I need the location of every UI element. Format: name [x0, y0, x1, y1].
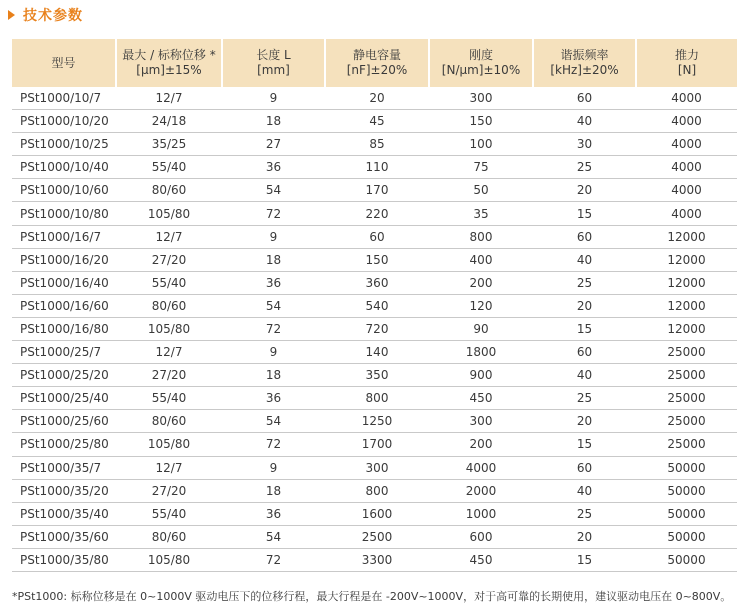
- table-row: [12, 387, 737, 410]
- model-cell: PSt1000/35/20: [12, 479, 116, 502]
- value-cell: 350: [325, 364, 429, 387]
- value-cell: 27/20: [116, 479, 222, 502]
- value-cell: 54: [222, 410, 325, 433]
- triangle-bullet-icon: [8, 10, 15, 20]
- value-cell: 25000: [636, 387, 737, 410]
- column-header-unit: [µm]±15%: [136, 63, 202, 77]
- table-row: [12, 364, 737, 387]
- value-cell: 40: [533, 110, 636, 133]
- value-cell: 80/60: [116, 179, 222, 202]
- value-cell: 140: [325, 341, 429, 364]
- value-cell: 25000: [636, 364, 737, 387]
- value-cell: 36: [222, 502, 325, 525]
- model-cell: PSt1000/16/20: [12, 248, 116, 271]
- value-cell: 110: [325, 156, 429, 179]
- column-header: [222, 39, 325, 87]
- model-cell: PSt1000/35/40: [12, 502, 116, 525]
- table-row: [12, 133, 737, 156]
- table-body: [12, 87, 737, 571]
- table-row: [12, 502, 737, 525]
- value-cell: 72: [222, 202, 325, 225]
- value-cell: 300: [325, 456, 429, 479]
- model-cell: PSt1000/25/40: [12, 387, 116, 410]
- value-cell: 50000: [636, 456, 737, 479]
- value-cell: 15: [533, 433, 636, 456]
- value-cell: 12000: [636, 271, 737, 294]
- value-cell: 400: [429, 248, 533, 271]
- table-row: [12, 179, 737, 202]
- value-cell: 25000: [636, 433, 737, 456]
- section-title: 技术参数: [23, 8, 83, 24]
- value-cell: 60: [533, 456, 636, 479]
- model-cell: PSt1000/35/80: [12, 548, 116, 571]
- value-cell: 20: [325, 87, 429, 110]
- table-row: [12, 156, 737, 179]
- value-cell: 4000: [636, 133, 737, 156]
- value-cell: 120: [429, 294, 533, 317]
- value-cell: 4000: [636, 156, 737, 179]
- value-cell: 12/7: [116, 87, 222, 110]
- value-cell: 1000: [429, 502, 533, 525]
- table-row: [12, 341, 737, 364]
- value-cell: 220: [325, 202, 429, 225]
- value-cell: 4000: [429, 456, 533, 479]
- value-cell: 85: [325, 133, 429, 156]
- value-cell: 1700: [325, 433, 429, 456]
- value-cell: 54: [222, 294, 325, 317]
- model-cell: PSt1000/25/20: [12, 364, 116, 387]
- value-cell: 80/60: [116, 410, 222, 433]
- column-header-unit: [N]: [677, 63, 697, 77]
- value-cell: 35/25: [116, 133, 222, 156]
- column-header-name: 谐振频率: [560, 48, 609, 62]
- table-row: [12, 525, 737, 548]
- value-cell: 60: [533, 341, 636, 364]
- value-cell: 900: [429, 364, 533, 387]
- value-cell: 1800: [429, 341, 533, 364]
- value-cell: 18: [222, 479, 325, 502]
- value-cell: 40: [533, 248, 636, 271]
- value-cell: 27/20: [116, 248, 222, 271]
- value-cell: 300: [429, 87, 533, 110]
- value-cell: 25: [533, 502, 636, 525]
- model-cell: PSt1000/16/7: [12, 225, 116, 248]
- model-cell: PSt1000/35/60: [12, 525, 116, 548]
- value-cell: 4000: [636, 179, 737, 202]
- value-cell: 25: [533, 387, 636, 410]
- model-cell: PSt1000/10/80: [12, 202, 116, 225]
- value-cell: 2000: [429, 479, 533, 502]
- table-row: [12, 433, 737, 456]
- value-cell: 200: [429, 433, 533, 456]
- value-cell: 40: [533, 364, 636, 387]
- specs-table: [12, 39, 737, 572]
- value-cell: 25000: [636, 410, 737, 433]
- value-cell: 20: [533, 525, 636, 548]
- value-cell: 45: [325, 110, 429, 133]
- value-cell: 20: [533, 294, 636, 317]
- table-header-row: [12, 39, 737, 87]
- value-cell: 50000: [636, 525, 737, 548]
- column-header: [12, 39, 116, 87]
- column-header-unit: [N/µm]±10%: [441, 63, 521, 77]
- value-cell: 12000: [636, 294, 737, 317]
- table-row: [12, 202, 737, 225]
- value-cell: 360: [325, 271, 429, 294]
- value-cell: 12000: [636, 317, 737, 340]
- value-cell: 9: [222, 87, 325, 110]
- value-cell: 72: [222, 548, 325, 571]
- value-cell: 80/60: [116, 525, 222, 548]
- model-cell: PSt1000/16/40: [12, 271, 116, 294]
- column-header: [325, 39, 429, 87]
- model-cell: PSt1000/35/7: [12, 456, 116, 479]
- table-row: [12, 294, 737, 317]
- value-cell: 450: [429, 387, 533, 410]
- section-header: [8, 5, 83, 25]
- column-header-unit: [kHz]±20%: [550, 63, 619, 77]
- value-cell: 54: [222, 525, 325, 548]
- value-cell: 12000: [636, 248, 737, 271]
- value-cell: 50: [429, 179, 533, 202]
- model-cell: PSt1000/10/25: [12, 133, 116, 156]
- value-cell: 18: [222, 110, 325, 133]
- value-cell: 1600: [325, 502, 429, 525]
- value-cell: 55/40: [116, 156, 222, 179]
- model-cell: PSt1000/25/7: [12, 341, 116, 364]
- value-cell: 27: [222, 133, 325, 156]
- value-cell: 12000: [636, 225, 737, 248]
- value-cell: 150: [429, 110, 533, 133]
- value-cell: 12/7: [116, 456, 222, 479]
- value-cell: 105/80: [116, 548, 222, 571]
- value-cell: 36: [222, 387, 325, 410]
- value-cell: 18: [222, 248, 325, 271]
- value-cell: 105/80: [116, 202, 222, 225]
- value-cell: 200: [429, 271, 533, 294]
- value-cell: 4000: [636, 202, 737, 225]
- value-cell: 55/40: [116, 502, 222, 525]
- value-cell: 4000: [636, 110, 737, 133]
- value-cell: 72: [222, 317, 325, 340]
- table-row: [12, 456, 737, 479]
- value-cell: 2500: [325, 525, 429, 548]
- value-cell: 25000: [636, 341, 737, 364]
- value-cell: 54: [222, 179, 325, 202]
- value-cell: 15: [533, 548, 636, 571]
- value-cell: 25: [533, 271, 636, 294]
- value-cell: 12/7: [116, 225, 222, 248]
- column-header-name: 型号: [51, 55, 76, 70]
- value-cell: 55/40: [116, 387, 222, 410]
- table-row: [12, 87, 737, 110]
- model-cell: PSt1000/10/60: [12, 179, 116, 202]
- column-header: [429, 39, 533, 87]
- table-row: [12, 479, 737, 502]
- model-cell: PSt1000/10/40: [12, 156, 116, 179]
- value-cell: 80/60: [116, 294, 222, 317]
- value-cell: 800: [325, 387, 429, 410]
- value-cell: 36: [222, 271, 325, 294]
- value-cell: 75: [429, 156, 533, 179]
- value-cell: 72: [222, 433, 325, 456]
- value-cell: 35: [429, 202, 533, 225]
- model-cell: PSt1000/16/80: [12, 317, 116, 340]
- value-cell: 9: [222, 456, 325, 479]
- model-cell: PSt1000/10/7: [12, 87, 116, 110]
- model-cell: PSt1000/25/60: [12, 410, 116, 433]
- value-cell: 600: [429, 525, 533, 548]
- table-row: [12, 225, 737, 248]
- value-cell: 3300: [325, 548, 429, 571]
- value-cell: 4000: [636, 87, 737, 110]
- value-cell: 60: [533, 225, 636, 248]
- value-cell: 25: [533, 156, 636, 179]
- column-header-name: 推力: [674, 48, 699, 62]
- value-cell: 18: [222, 364, 325, 387]
- table-row: [12, 110, 737, 133]
- value-cell: 540: [325, 294, 429, 317]
- value-cell: 40: [533, 479, 636, 502]
- column-header-name: 静电容量: [352, 48, 401, 62]
- column-header: [116, 39, 222, 87]
- value-cell: 20: [533, 179, 636, 202]
- model-cell: PSt1000/16/60: [12, 294, 116, 317]
- value-cell: 105/80: [116, 433, 222, 456]
- value-cell: 720: [325, 317, 429, 340]
- value-cell: 60: [325, 225, 429, 248]
- column-header-name: 刚度: [468, 48, 493, 62]
- value-cell: 800: [325, 479, 429, 502]
- value-cell: 170: [325, 179, 429, 202]
- value-cell: 15: [533, 202, 636, 225]
- value-cell: 800: [429, 225, 533, 248]
- value-cell: 60: [533, 87, 636, 110]
- column-header-name: 最大 / 标称位移 *: [122, 48, 216, 62]
- value-cell: 30: [533, 133, 636, 156]
- value-cell: 300: [429, 410, 533, 433]
- value-cell: 55/40: [116, 271, 222, 294]
- value-cell: 450: [429, 548, 533, 571]
- value-cell: 36: [222, 156, 325, 179]
- value-cell: 105/80: [116, 317, 222, 340]
- value-cell: 100: [429, 133, 533, 156]
- value-cell: 15: [533, 317, 636, 340]
- column-header-unit: [nF]±20%: [346, 63, 408, 77]
- table-row: [12, 317, 737, 340]
- column-header: [533, 39, 636, 87]
- value-cell: 24/18: [116, 110, 222, 133]
- column-header: [636, 39, 737, 87]
- table-row: [12, 248, 737, 271]
- footnote: *PSt1000: 标称位移是在 0~1000V 驱动电压下的位移行程，最大行程是在 -200V~1000V，对于高可靠的长期使用，建议驱动电压在 0~800V。: [12, 590, 732, 603]
- value-cell: 90: [429, 317, 533, 340]
- value-cell: 1250: [325, 410, 429, 433]
- value-cell: 12/7: [116, 341, 222, 364]
- value-cell: 9: [222, 341, 325, 364]
- value-cell: 27/20: [116, 364, 222, 387]
- value-cell: 150: [325, 248, 429, 271]
- model-cell: PSt1000/25/80: [12, 433, 116, 456]
- table-row: [12, 410, 737, 433]
- column-header-name: 长度 L: [256, 48, 291, 62]
- model-cell: PSt1000/10/20: [12, 110, 116, 133]
- table-row: [12, 548, 737, 571]
- value-cell: 50000: [636, 502, 737, 525]
- value-cell: 50000: [636, 548, 737, 571]
- column-header-unit: [mm]: [257, 63, 290, 77]
- table-row: [12, 271, 737, 294]
- value-cell: 20: [533, 410, 636, 433]
- value-cell: 9: [222, 225, 325, 248]
- value-cell: 50000: [636, 479, 737, 502]
